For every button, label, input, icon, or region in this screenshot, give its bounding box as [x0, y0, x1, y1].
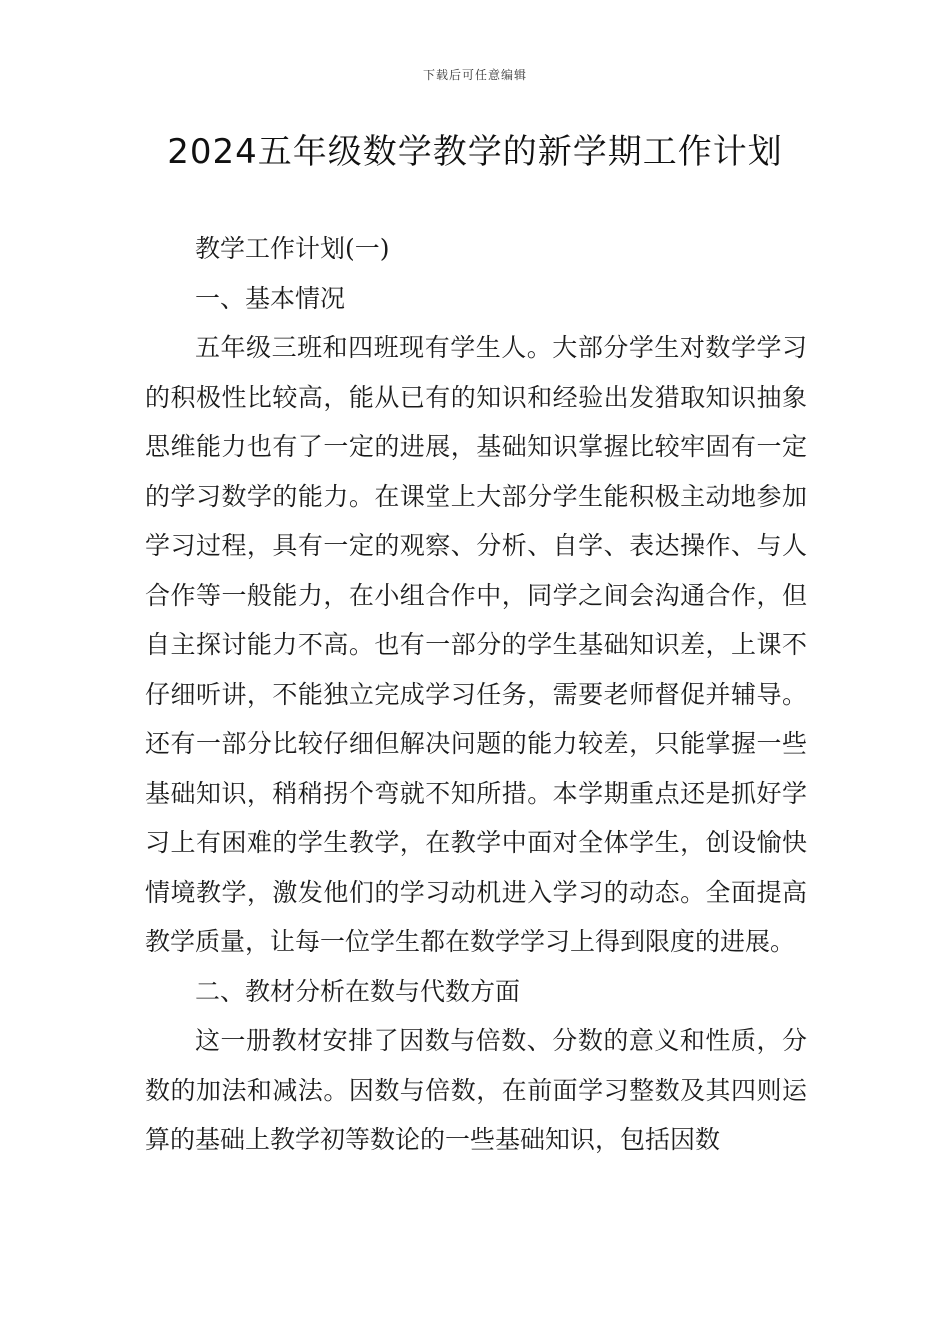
paragraph-textbook-analysis: 这一册教材安排了因数与倍数、分数的意义和性质，分数的加法和减法。因数与倍数，在前面学习整数及其四则运算的基础上教学初等数论的一些基础知识，包括因数 — [145, 1026, 807, 1154]
section-heading-textbook-analysis: 二、教材分析在数与代数方面 — [195, 976, 521, 1006]
section-heading-plan: 教学工作计划(一) — [195, 234, 390, 263]
section-heading-basic-situation: 一、基本情况 — [195, 283, 346, 313]
document-body — [145, 224, 807, 1165]
paragraph-basic-situation: 五年级三班和四班现有学生人。大部分学生对数学学习的积极性比较高，能从已有的知识和经验出发猎取知识抽象思维能力也有了一定的进展，基础知识掌握比较牢固有一定的学习数学的能力。在课堂上大部分学生能积极主动地参加学习过程，具有一定的观察、分析、自学、表达操作、与人合作等一般能力，在小组合作中，同学之间会沟通合作，但自主探讨能力不高。也有一部分的学生基础知识差，上课不仔细听讲，不能独立完成学习任务，需要老师督促并辅导。还有一部分比较仔细但解决问题的能力较差，只能掌握一些基础知识，稍稍拐个弯就不知所措。本学期重点还是抓好学习上有困难的学生教学，在教学中面对全体学生，创设愉快情境教学，激发他们的学习动机进入学习的动态。全面提高教学质量，让每一位学生都在数学学习上得到限度的进展。 — [145, 333, 807, 956]
document-title: 2024五年级数学教学的新学期工作计划 — [167, 132, 783, 172]
header-note: 下载后可任意编辑 — [422, 68, 527, 82]
